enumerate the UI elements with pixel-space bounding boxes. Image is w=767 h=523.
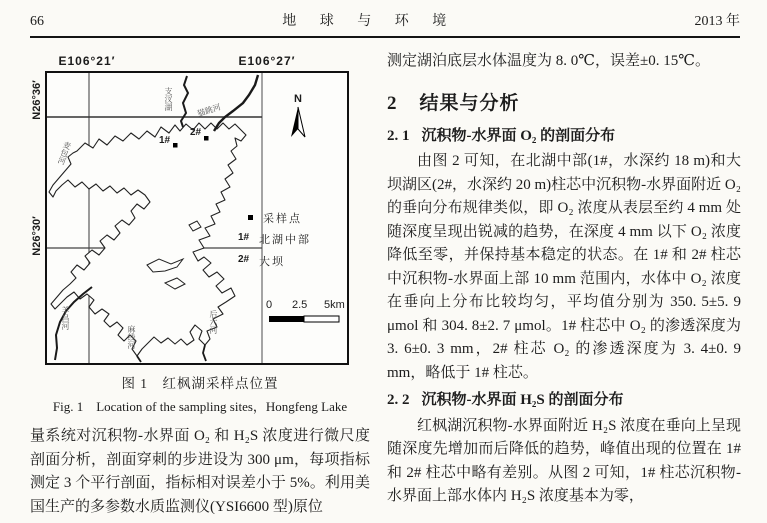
north-arrow-icon bbox=[298, 107, 305, 137]
legend-item-2-id: 2# bbox=[238, 254, 250, 265]
river-label-6: 后六河 bbox=[209, 310, 218, 334]
map-artwork bbox=[47, 73, 347, 363]
river-label-3: 麦包河 bbox=[56, 140, 73, 166]
longitude-label-1: E106°21′ bbox=[58, 54, 116, 68]
paragraph-h2s: 红枫湖沉积物-水界面附近 H₂S 浓度在垂向上呈现随深度先增加而后降低的趋势，峰值出现的位置在 1# 和 2# 柱芯中略有差别。从图 2 可知，1# 柱芯沉积物-水界面上部水体内 H₂S 浓度基本为零， bbox=[387, 417, 741, 504]
latitude-label-2: N26°30′ bbox=[31, 216, 43, 256]
legend-item-1-id: 1# bbox=[238, 232, 250, 243]
section-title: 结果与分析 bbox=[419, 92, 520, 114]
longitude-label-2: E106°27′ bbox=[238, 54, 296, 68]
legend-item-1-label: 北湖中部 bbox=[259, 234, 311, 246]
legend-sample-label: 采样点 bbox=[263, 213, 302, 225]
scale-bar-right bbox=[304, 316, 339, 322]
subsection-2-1-number: 2. 1 bbox=[387, 127, 410, 144]
left-column-paragraph: 量系统对沉积物-水界面 O₂ 和 H₂S 浓度进行微尺度剖面分析，剖面穿刺的步进设为 300 μm，每项指标测定 3 个平行剖面，指标相对误差小于 5%。利用美国生产的多参数水质监测仪(YSI6600 型)原位 bbox=[30, 428, 370, 515]
latitude-label-1: N26°36′ bbox=[31, 80, 43, 120]
section-2-heading bbox=[387, 88, 741, 115]
page-number: 66 bbox=[30, 14, 44, 29]
sample-point-2-marker bbox=[204, 136, 209, 141]
north-arrow-icon bbox=[291, 107, 298, 137]
river-label-2: 猫跳河 bbox=[196, 102, 222, 119]
legend-sample-marker bbox=[248, 215, 253, 220]
map-frame bbox=[45, 71, 349, 365]
figure-caption-zh: 图 1 红枫湖采样点位置 bbox=[121, 376, 279, 391]
river-top-stream bbox=[181, 76, 188, 127]
river-southeast bbox=[203, 345, 206, 361]
journal-title: 地 球 与 环 境 bbox=[282, 14, 457, 29]
intro-paragraph: 测定湖泊底层水体温度为 8. 0℃，误差±0. 15℃。 bbox=[387, 53, 711, 69]
figure-1-map bbox=[30, 55, 360, 365]
section-number: 2 bbox=[387, 92, 398, 114]
subsection-2-1-heading bbox=[387, 125, 741, 149]
sample-point-2-label: 2# bbox=[190, 127, 202, 138]
page-header bbox=[30, 10, 740, 38]
figure-caption-en: Fig. 1 Location of the sampling sites，Hongfeng Lake bbox=[52, 399, 348, 414]
legend-item-2-label: 大坝 bbox=[259, 256, 285, 268]
river-south bbox=[137, 356, 141, 362]
sample-point-1-label: 1# bbox=[159, 135, 171, 146]
paragraph-o2: 由图 2 可知，在北湖中部(1#，水深约 18 m)和大坝湖区(2#，水深约 20 m)柱芯中沉积物-水界面附近 O₂ 的垂向分布规律类似，即 O₂ 浓度从表层至约 4 mm 处随深度呈现出锐减的趋势，在深度 4 mm 以下 O₂ 浓度降低至零，并保持基本稳定的状态。在 1# 和 2# 柱芯中沉积物-水界面上部 10 mm 范围内，水体中 O₂ 浓度在垂向上分布比较均匀，平均值分别为 350. 5±5. 9 μmol 和 304. 8±2. 7 μmol。1# 柱芯中 O₂ 的渗透深度为 3. 6±0. 3 mm，2# 柱芯 O₂ 的渗透深度为 3. 4±0. 9 mm，略低于 1# 柱芯。 bbox=[387, 153, 741, 381]
subsection-2-2-number: 2. 2 bbox=[387, 392, 410, 408]
river-outlet bbox=[214, 75, 258, 131]
left-column bbox=[30, 55, 370, 519]
subsection-2-1-title: 沉积物-水界面 O₂ 的剖面分布 bbox=[421, 127, 616, 144]
subsection-2-2-title: 沉积物-水界面 H₂S 的剖面分布 bbox=[421, 392, 624, 408]
subsection-2-2-heading bbox=[387, 389, 741, 413]
scale-bar-left bbox=[269, 316, 304, 322]
river-label-1: 支汊湖 bbox=[164, 87, 173, 111]
scale-tick-1: 2.5 bbox=[292, 299, 308, 311]
river-label-5: 麻线河 bbox=[127, 325, 136, 349]
scale-tick-2: 5km bbox=[324, 299, 345, 311]
scale-tick-0: 0 bbox=[266, 299, 273, 311]
compass-n-label: N bbox=[294, 93, 302, 105]
river-label-4: 羊昌河 bbox=[61, 306, 70, 330]
publication-year: 2013 年 bbox=[694, 14, 740, 29]
right-column bbox=[387, 50, 741, 509]
sample-point-1-marker bbox=[173, 143, 178, 148]
